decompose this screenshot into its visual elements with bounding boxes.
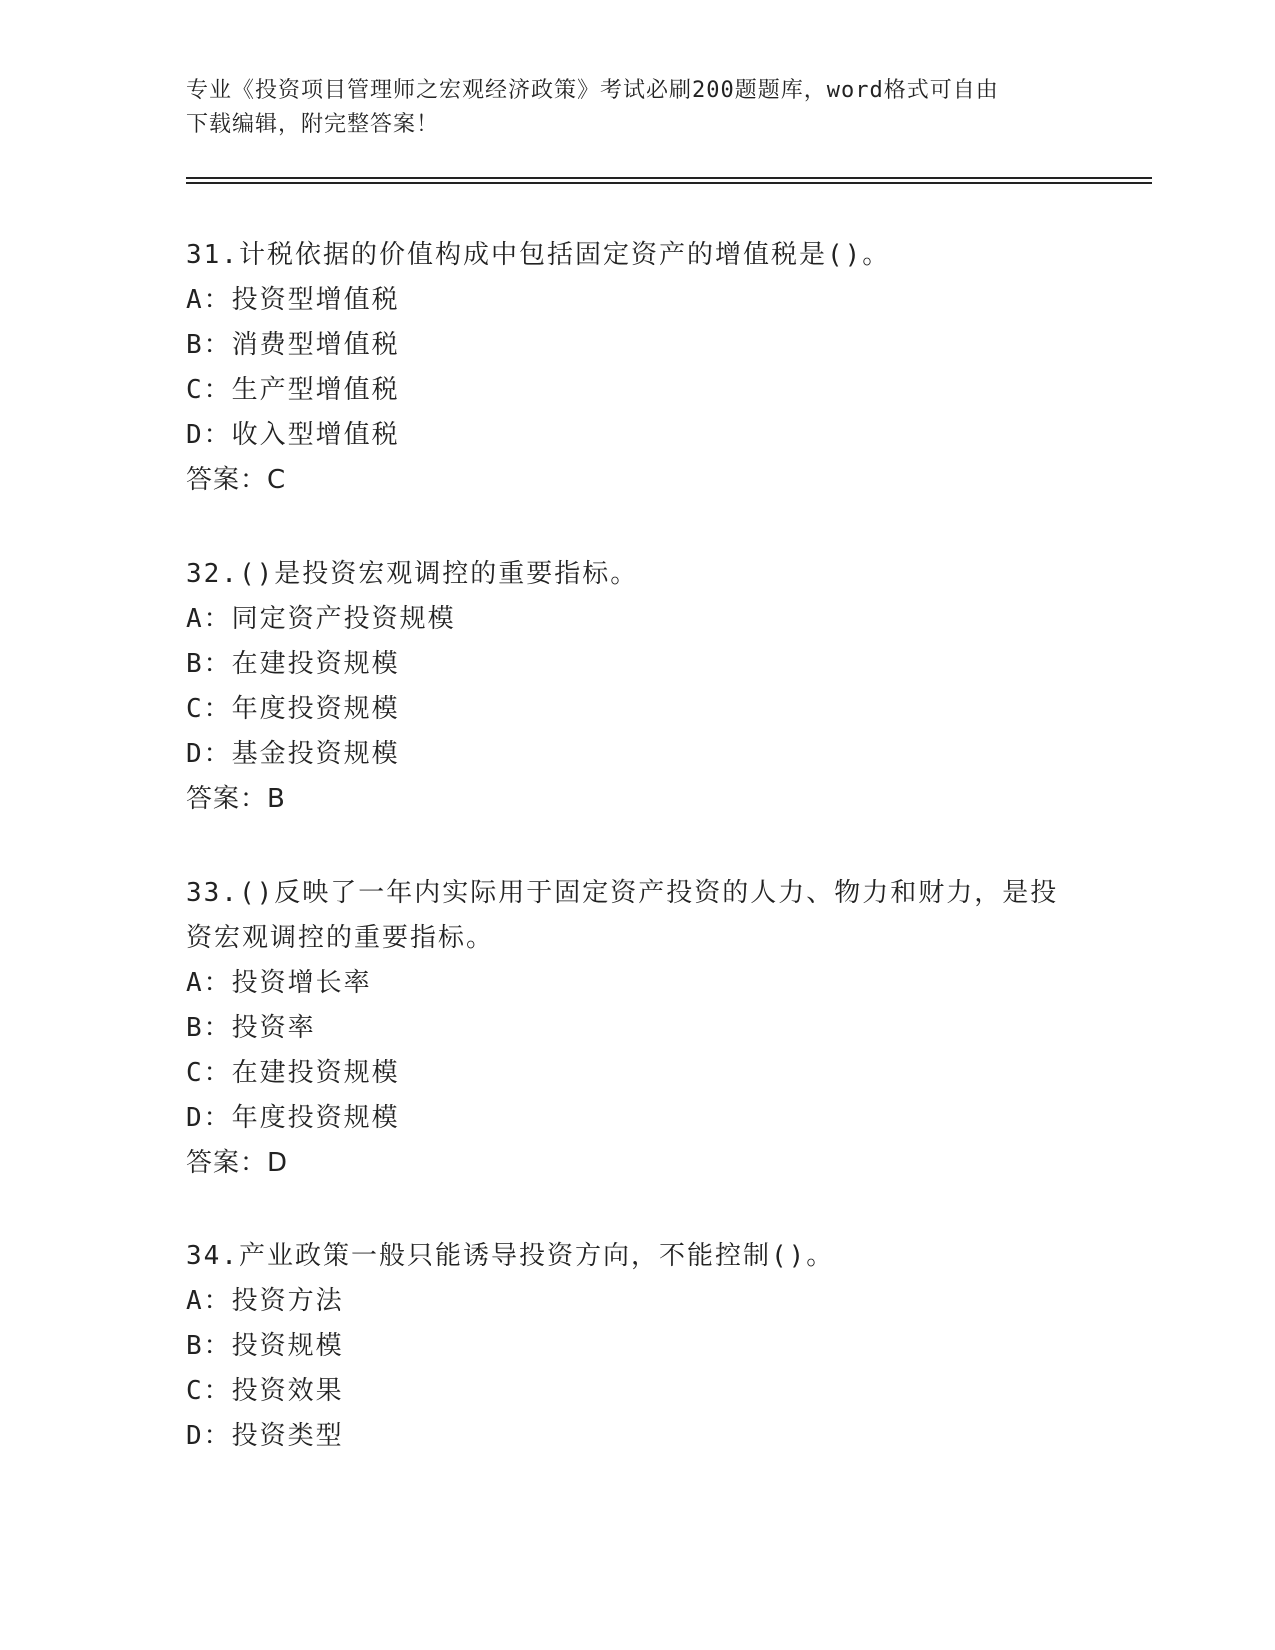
option-d: D：年度投资规模 bbox=[186, 1103, 400, 1133]
option-c: C：投资效果 bbox=[186, 1376, 344, 1406]
answer: 答案：B bbox=[186, 784, 286, 814]
question-stem-line-2: 资宏观调控的重要指标。 bbox=[186, 923, 495, 953]
option-a: A：投资方法 bbox=[186, 1286, 344, 1316]
option-c: C：生产型增值税 bbox=[186, 375, 400, 405]
question-33 bbox=[186, 871, 1086, 1186]
question-stem-line-1: 33.()反映了一年内实际用于固定资产投资的人力、物力和财力，是投 bbox=[186, 878, 1059, 908]
question-stem: 34.产业政策一般只能诱导投资方向，不能控制()。 bbox=[186, 1241, 835, 1271]
option-b: B：消费型增值税 bbox=[186, 330, 400, 360]
question-stem: 31.计税依据的价值构成中包括固定资产的增值税是()。 bbox=[186, 240, 891, 270]
option-a: A：同定资产投资规模 bbox=[186, 604, 456, 634]
header-line-2: 下载编辑，附完整答案！ bbox=[186, 112, 440, 137]
option-b: B：在建投资规模 bbox=[186, 649, 400, 679]
answer: 答案：D bbox=[186, 1148, 289, 1178]
header-divider-bottom bbox=[186, 182, 1152, 184]
question-32 bbox=[186, 552, 1086, 822]
option-d: D：收入型增值税 bbox=[186, 420, 400, 450]
question-31 bbox=[186, 233, 1086, 503]
answer: 答案：C bbox=[186, 465, 287, 495]
option-b: B：投资率 bbox=[186, 1013, 316, 1043]
header-line-1: 专业《投资项目管理师之宏观经济政策》考试必刷200题题库，word格式可自由 bbox=[186, 78, 999, 103]
option-c: C：年度投资规模 bbox=[186, 694, 400, 724]
option-d: D：投资类型 bbox=[186, 1421, 344, 1451]
question-34 bbox=[186, 1234, 1086, 1459]
option-b: B：投资规模 bbox=[186, 1331, 344, 1361]
option-a: A：投资增长率 bbox=[186, 968, 372, 998]
document-header bbox=[186, 74, 1066, 142]
option-d: D：基金投资规模 bbox=[186, 739, 400, 769]
option-c: C：在建投资规模 bbox=[186, 1058, 400, 1088]
option-a: A：投资型增值税 bbox=[186, 285, 400, 315]
header-divider-top bbox=[186, 177, 1152, 179]
question-stem: 32.()是投资宏观调控的重要指标。 bbox=[186, 559, 639, 589]
